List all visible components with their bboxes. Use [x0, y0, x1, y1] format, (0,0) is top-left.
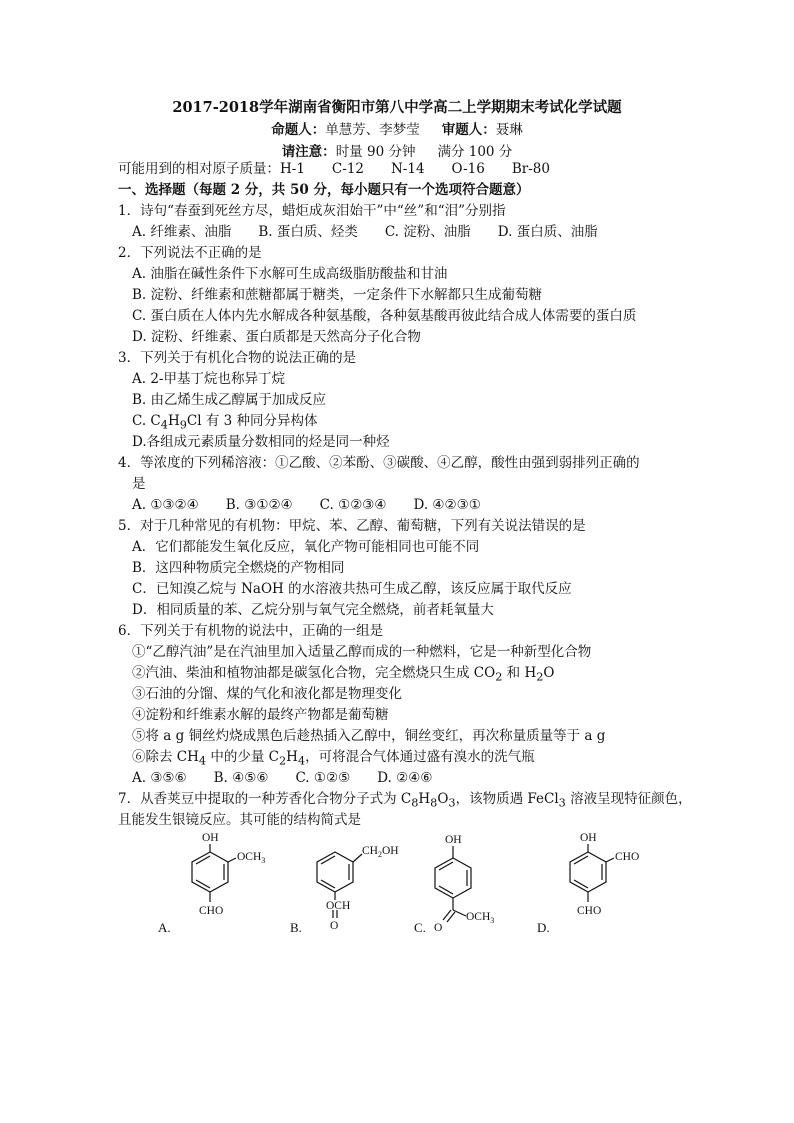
svg-text:O: O	[434, 922, 443, 934]
q1-options: A. 纤维素、油脂 B. 蛋白质、烃类 C. 淀粉、油脂 D. 蛋白质、油脂	[132, 224, 598, 240]
q7-stem-cont: 且能发生银镜反应。其可能的结构简式是	[118, 812, 361, 828]
notice-label: 请注意：	[281, 144, 336, 160]
svg-text:OH: OH	[202, 832, 219, 844]
svg-text:CHO: CHO	[199, 905, 224, 917]
reviewer-label: 审题人：	[441, 122, 496, 138]
svg-text:CHO: CHO	[577, 905, 602, 917]
q2-stem: 2．下列说法不正确的是	[118, 245, 262, 261]
svg-text:CH2OH: $CH_2OH$	[362, 845, 399, 859]
reviewer-name: 聂琳	[495, 122, 523, 138]
q6-statement-6: ⑥除去 $CH_4$ 中的少量 $C_2H_4$，可将混合气体通过盛有溴水的洗气瓶	[132, 749, 535, 768]
q2-option-c: C. 蛋白质在人体内先水解成各种氨基酸，各种氨基酸再彼此结合成人体需要的蛋白质	[132, 308, 637, 324]
q3-option-c: C. $C_4H_9Cl$ 有 3 种同分异构体	[132, 413, 318, 432]
svg-text:OH: OH	[580, 832, 597, 844]
q3-stem: 3．下列关于有机化合物的说法正确的是	[118, 350, 357, 366]
q6-stem: 6．下列关于有机物的说法中，正确的一组是	[118, 623, 384, 639]
svg-text:O: O	[330, 920, 339, 932]
author-names: 单慧芳、李梦莹	[325, 122, 420, 138]
q6-statement-4: ④淀粉和纤维素水解的最终产物都是葡萄糖	[132, 707, 389, 723]
q7-structures	[150, 830, 670, 940]
q5-option-c: C．已知溴乙烷与 NaOH 的水溶液共热可生成乙醇，该反应属于取代反应	[132, 581, 572, 597]
svg-text:OCH3: $OCH_3$	[237, 851, 266, 865]
q2-option-b: B. 淀粉、纤维素和蔗糖都属于糖类，一定条件下水解都只生成葡萄糖	[132, 287, 543, 303]
svg-text:CHO: CHO	[615, 851, 640, 863]
q5-option-d: D．相同质量的苯、乙烷分别与氧气完全燃烧，前者耗氧量大	[132, 602, 494, 618]
q6-statement-1: ①“乙醇汽油”是在汽油里加入适量乙醇而成的一种燃料，它是一种新型化合物	[132, 644, 592, 660]
svg-text:C.: C.	[414, 920, 426, 935]
q3-option-d: D.各组成元素质量分数相同的烃是同一种烃	[132, 434, 390, 450]
q7-stem: 7．从香荚豆中提取的一种芳香化合物分子式为 $C_8H_8O_3$，该物质遇 FeCl$_3$ 溶液呈现特征颜色，	[118, 791, 692, 810]
author-label: 命题人：	[271, 122, 326, 138]
q3-option-a: A. 2-甲基丁烷也称异丁烷	[132, 371, 285, 387]
exam-title: 2017-2018学年湖南省衡阳市第八中学高二上学期期末考试化学试题	[172, 99, 622, 116]
section-heading: 一、选择题（每题 2 分，共 50 分，每小题只有一个选项符合题意）	[118, 182, 530, 198]
svg-text:OH: OH	[445, 834, 462, 846]
q4-stem: 4．等浓度的下列稀溶液：①乙酸、②苯酚、③碳酸、④乙醇，酸性由强到弱排列正确的	[118, 455, 640, 471]
q5-option-a: A．它们都能发生氧化反应，氧化产物可能相同也可能不同	[132, 539, 480, 555]
q5-stem: 5．对于几种常见的有机物：甲烷、苯、乙醇、葡萄糖，下列有关说法错误的是	[118, 518, 586, 534]
svg-text:OCH: OCH	[326, 900, 351, 912]
svg-text:A.: A.	[158, 920, 171, 935]
svg-text:OCH3: $OCH_3$	[466, 911, 495, 925]
svg-text:B.: B.	[290, 920, 302, 935]
notice-line	[0, 140, 794, 160]
q6-statement-2: ②汽油、柴油和植物油都是碳氢化合物，完全燃烧只生成 $CO_2$ 和 $H_2O$	[132, 665, 555, 684]
atomic-masses: 可能用到的相对原子质量：H-1 C-12 N-14 O-16 Br-80	[118, 161, 550, 177]
notice-score: 满分 100 分	[437, 144, 513, 160]
q2-option-d: D. 淀粉、纤维素、蛋白质都是天然高分子化合物	[132, 329, 421, 345]
author-line	[0, 118, 794, 138]
q6-options: A. ③⑤⑥ B. ④⑤⑥ C. ①②⑤ D. ②④⑥	[132, 770, 433, 786]
q3-option-b: B. 由乙烯生成乙醇属于加成反应	[132, 392, 327, 408]
q4-options: A. ①③②④ B. ③①②④ C. ①②③④ D. ④②③①	[132, 497, 481, 513]
q1-stem: 1．诗句“春蚕到死丝方尽，蜡炬成灰泪始干”中“丝”和“泪”分别指	[118, 203, 506, 219]
q2-option-a: A. 油脂在碱性条件下水解可生成高级脂肪酸盐和甘油	[132, 266, 448, 282]
q4-stem-cont: 是	[132, 476, 146, 492]
q5-option-b: B．这四种物质完全燃烧的产物相同	[132, 560, 345, 576]
svg-text:D.: D.	[537, 920, 550, 935]
q6-statement-5: ⑤将 a g 铜丝灼烧成黑色后趁热插入乙醇中，铜丝变红，再次称量质量等于 a g	[132, 728, 606, 744]
notice-time: 时量 90 分钟	[335, 144, 416, 160]
q6-statement-3: ③石油的分馏、煤的气化和液化都是物理变化	[132, 686, 402, 702]
